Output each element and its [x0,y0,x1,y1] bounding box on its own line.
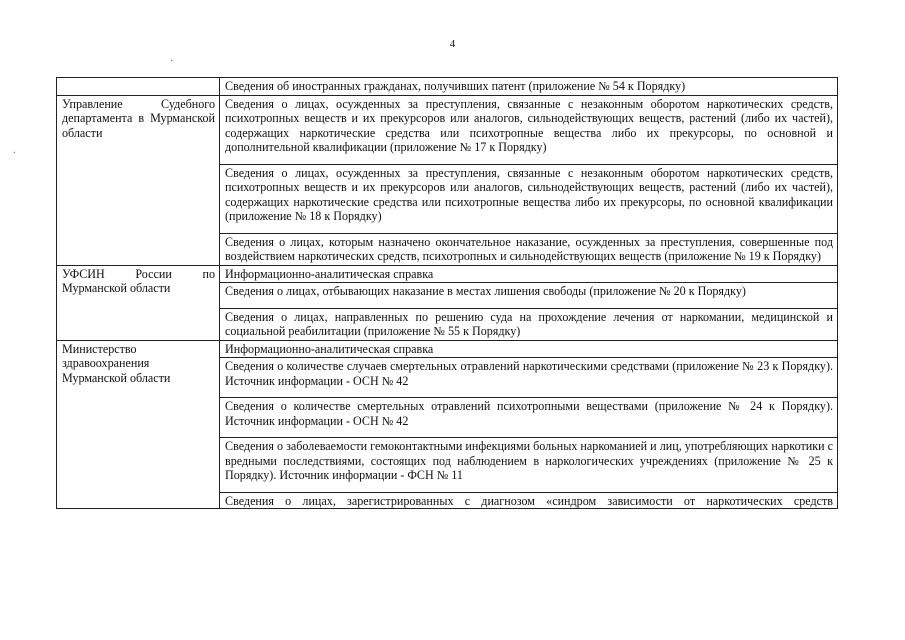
entry-cell: Сведения о лицах, осужденных за преступления, связанные с незаконным оборотом наркотических средств, психотропных веществ и их прекурсоров или аналогов, сильнодействующих веществ, растений (либо их частей), содержащих наркотические средства или психотропные вещества либо их прекурсоры, по основной квалификации (приложение № 18 к Порядку) [220,164,838,233]
table-row [57,340,838,358]
entry-cell: Сведения о лицах, направленных по решению суда на прохождение лечения от наркомании, медицинской и социальной реабилитации (приложение № 55 к Порядку) [220,308,838,340]
entry-cell: Сведения о лицах, отбывающих наказание в местах лишения свободы (приложение № 20 к Порядку) [220,283,838,309]
scan-mark-top: · [170,56,174,67]
org-cell: Управление Судебного департамента в Мурманской области [57,95,220,265]
entry-cell: Сведения о заболеваемости гемоконтактными инфекциями больных наркоманией и лиц, употребляющих наркотики с вредными последствиями, состоящих под наблюдением в наркологических учреждениях (приложение № 25 к Порядку). Источник информации - ФСН № 11 [220,438,838,493]
table-row [57,95,838,164]
entry-cell: Сведения о лицах, зарегистрированных с диагнозом «синдром зависимости от наркотических средств [220,492,838,509]
entry-cell: Сведения о лицах, которым назначено окончательное наказание, осужденных за преступления, совершенные под воздействием наркотических средств, психотропных и сильнодействующих веществ (приложение № 19 к Порядку) [220,233,838,265]
entry-cell: Сведения о лицах, осужденных за преступления, связанные с незаконным оборотом наркотических средств, психотропных веществ и их прекурсоров или аналогов, сильнодействующих веществ, растений (либо их частей), содержащих наркотические средства или психотропные вещества либо их прекурсоры, по основной и дополнительной квалификации (приложение № 17 к Порядку) [220,95,838,164]
scan-mark-left: . [13,145,16,156]
org-cell [57,78,220,96]
entry-cell: Информационно-аналитическая справка [220,340,838,358]
document-table [56,77,838,509]
entry-cell: Сведения о количестве случаев смертельных отравлений наркотическими средствами (приложение № 23 к Порядку). Источник информации - ОСН № 42 [220,358,838,398]
page-number: 4 [449,38,456,50]
entry-cell: Информационно-аналитическая справка [220,265,838,283]
table-row [57,78,838,96]
table-row [57,265,838,283]
org-cell: Министерство здравоохранения Мурманской области [57,340,220,509]
entry-cell: Сведения об иностранных гражданах, получивших патент (приложение № 54 к Порядку) [220,78,838,96]
entry-cell: Сведения о количестве смертельных отравлений психотропными веществами (приложение № 24 к Порядку). Источник информации - ОСН № 42 [220,398,838,438]
org-cell: УФСИН России по Мурманской области [57,265,220,340]
